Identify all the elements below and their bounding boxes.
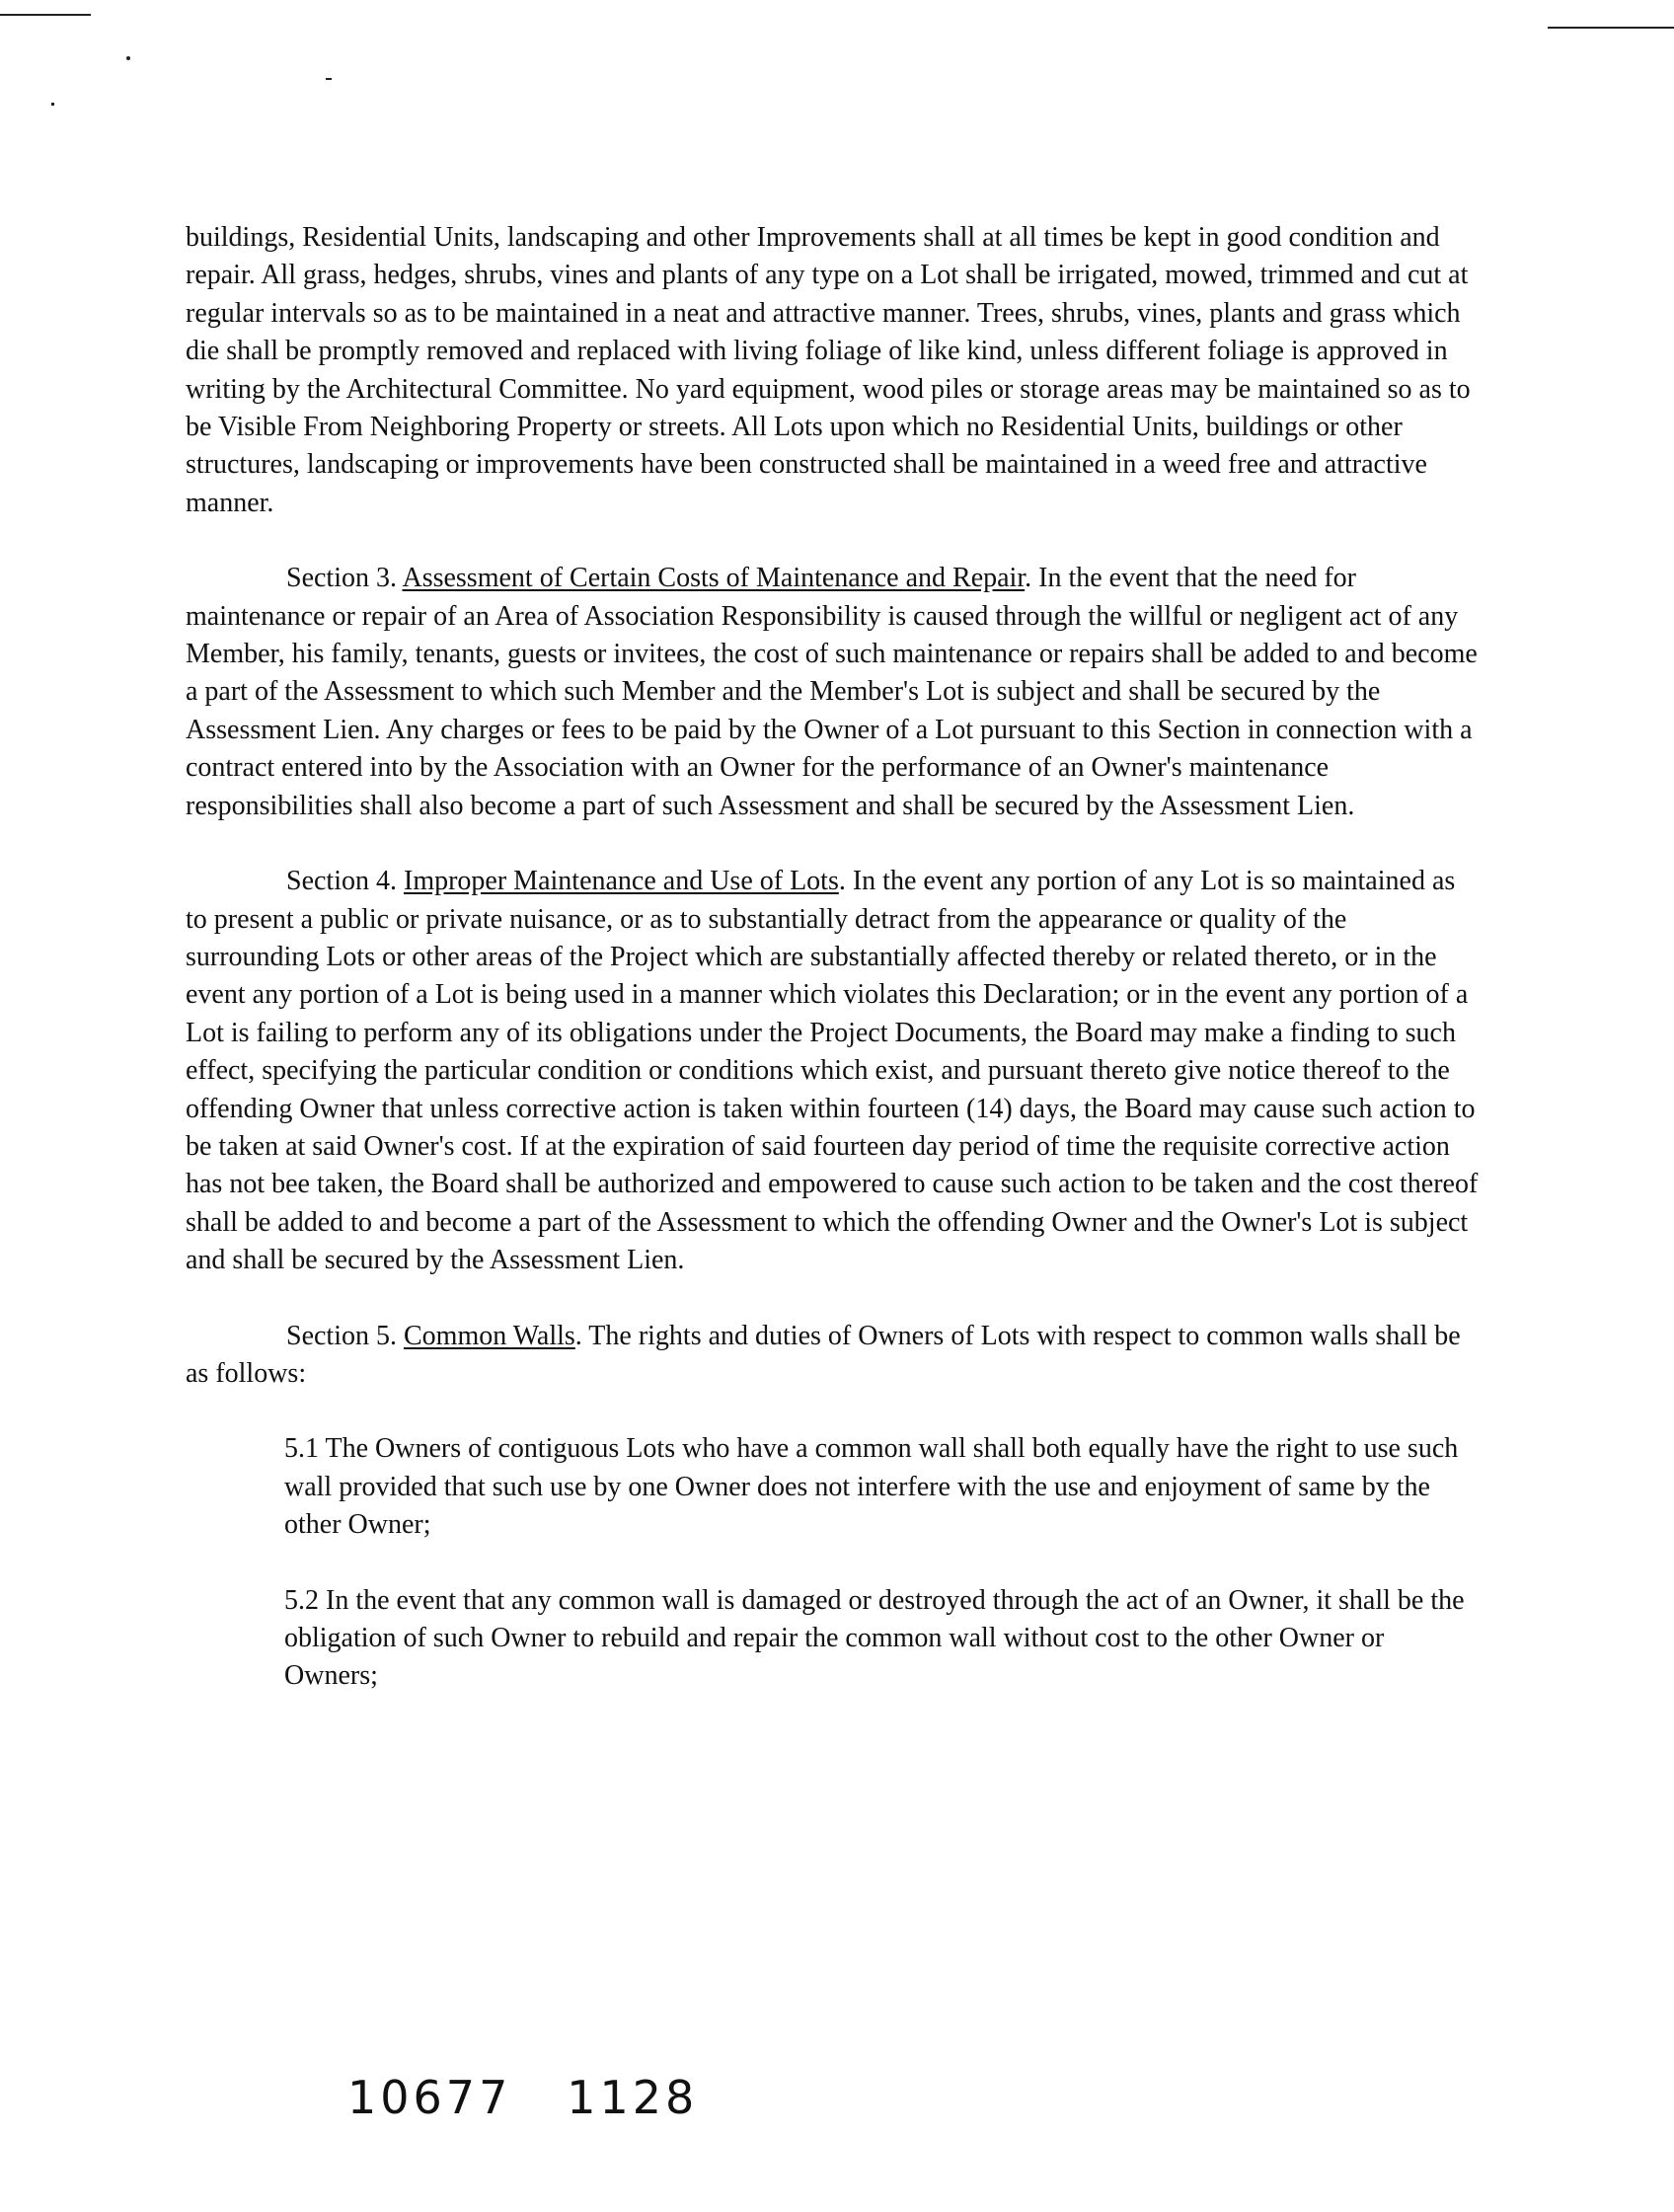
- section-3-paragraph: [186, 560, 1479, 825]
- subsection-5-1: [284, 1430, 1479, 1544]
- page-number: 1128: [567, 2071, 699, 2124]
- scan-rule-top-left: [0, 14, 91, 16]
- scan-speck: [126, 56, 130, 60]
- scan-speck: [326, 78, 332, 80]
- section-5-title: Common Walls: [404, 1320, 575, 1351]
- section-5-label: Section 5.: [286, 1320, 397, 1351]
- section-3-body: . In the event that the need for maintenance or repair of an Area of Association Responsibility is caused through the willful or negligent act of any Member, his family, tenants, guests or invitees, the cost of such maintenance or repairs shall be added to and become a part of the Assessment to which such Member and the Member's Lot is subject and shall be secured by the Assessment Lien. Any charges or fees to be paid by the Owner of a Lot pursuant to this Section in connection with a contract entered into by the Association with an Owner for the performance of an Owner's maintenance responsibilities shall also become a part of such Assessment and shall be secured by the Assessment Lien.: [186, 563, 1478, 821]
- recording-stamp: [347, 2071, 698, 2124]
- section-4-body: . In the event any portion of any Lot is so maintained as to present a public or private nuisance, or as to substantially detract from the appearance or quality of the surrounding Lots or other areas of the Project which are substantially affected thereby or related thereto, or in the event any portion of a Lot is being used in a manner which violates this Declaration; or in the event any portion of a Lot is failing to perform any of its obligations under the Project Documents, the Board may make a finding to such effect, specifying the particular condition or conditions which exist, and pursuant thereto give notice thereof to the offending Owner that unless corrective action is taken within fourteen (14) days, the Board may cause such action to be taken at said Owner's cost. If at the expiration of said fourteen day period of time the requisite corrective action has not bee taken, the Board shall be authorized and empowered to cause such action to be taken and the cost thereof shall be added to and become a part of the Assessment to which the offending Owner and the Owner's Lot is subject and shall be secured by the Assessment Lien.: [186, 866, 1479, 1276]
- scan-rule-top-right: [1548, 27, 1674, 29]
- subsection-5-1-text: The Owners of contiguous Lots who have a common wall shall both equally have the right to use such wall provided that such use by one Owner does not interfere with the use and enjoyment of same by the other Owner;: [284, 1433, 1459, 1541]
- section-3-title: Assessment of Certain Costs of Maintenance and Repair: [402, 563, 1026, 594]
- record-number: 10677: [347, 2071, 512, 2124]
- subsection-5-2: [284, 1582, 1479, 1696]
- document-body: [186, 219, 1479, 1733]
- section-5-body: . The rights and duties of Owners of Lots with respect to common walls shall be as follows:: [186, 1320, 1461, 1389]
- continuation-paragraph: buildings, Residential Units, landscaping and other Improvements shall at all times be kept in good condition and repair. All grass, hedges, shrubs, vines and plants of any type on a Lot shall be irrigated, mowed, trimmed and cut at regular intervals so as to be maintained in a neat and attractive manner. Trees, shrubs, vines, plants and grass which die shall be promptly removed and replaced with living foliage of like kind, unless different foliage is approved in writing by the Architectural Committee. No yard equipment, wood piles or storage areas may be maintained so as to be Visible From Neighboring Property or streets. All Lots upon which no Residential Units, buildings or other structures, landscaping or improvements have been constructed shall be maintained in a weed free and attractive manner.: [186, 222, 1471, 518]
- subsection-5-2-number: 5.2: [284, 1584, 319, 1616]
- scan-speck: [51, 103, 54, 106]
- section-3-label: Section 3.: [286, 563, 397, 594]
- section-4-label: Section 4.: [286, 866, 397, 897]
- subsection-5-2-text: In the event that any common wall is damaged or destroyed through the act of an Owner, it shall be the obligation of such Owner to rebuild and repair the common wall without cost to the other Owner or Owners;: [284, 1584, 1465, 1692]
- section-4-title: Improper Maintenance and Use of Lots: [404, 866, 839, 897]
- subsection-5-1-number: 5.1: [284, 1433, 319, 1465]
- section-4-paragraph: [186, 863, 1479, 1279]
- section-5-paragraph: [186, 1318, 1479, 1394]
